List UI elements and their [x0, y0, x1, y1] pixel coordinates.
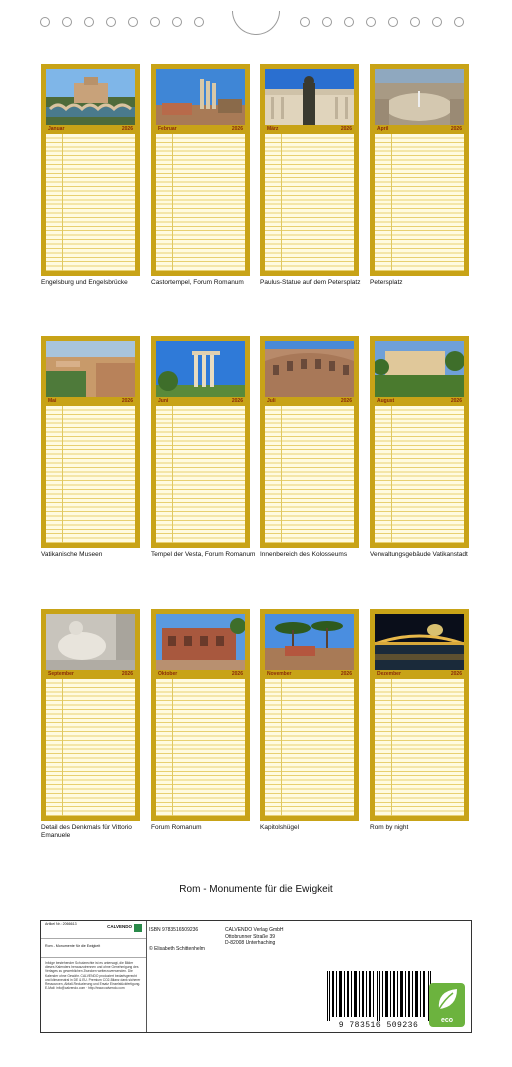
month-header: [375, 397, 464, 406]
month-card-october: [151, 609, 250, 831]
month-header: [156, 397, 245, 406]
month-caption: Forum Romanum: [151, 824, 202, 831]
legal-text: Infolge bestehender Schutzrechte ist es untersagt, die Bilder dieses Kalenders herauszutrennen und ohne Genehmigung des Verlages zu gewerblichen Zwecken weiterzuverwenden. Die Kalender ohne Gewähr. CALVENDO produziert bedarfsgerecht und klimaneutral in DE & EU. Premium CO2-Bilanz dank sicherer Ressourcen, Abfall-Reduzierung und Ersatz Einzelstückfertigung. E-Mail: info@calvendo.com · http://www.calvendo.com: [45, 961, 141, 991]
copyright: © Elisabeth Schittenhelm: [149, 945, 205, 952]
month-caption: Castortempel, Forum Romanum: [151, 279, 244, 286]
month-card-may: [41, 336, 140, 558]
month-card-june: [151, 336, 256, 558]
month-header: [375, 125, 464, 134]
publisher-city: D-82008 Unterhaching: [225, 940, 276, 946]
month-header: [265, 670, 354, 679]
barcode-digits: 9 783516 509236: [338, 1021, 419, 1030]
month-day-grid: [46, 134, 135, 271]
barcode: [321, 971, 436, 1031]
month-name: Juni: [158, 398, 169, 404]
month-card-august: [370, 336, 469, 558]
month-caption: Paulus-Statue auf dem Petersplatz: [260, 279, 361, 286]
month-card-march: [260, 64, 359, 286]
month-header: [265, 125, 354, 134]
month-day-grid: [156, 134, 245, 271]
month-day-grid: [265, 134, 354, 271]
month-photo: [265, 614, 354, 670]
month-year: 2026: [340, 126, 352, 132]
month-header: [265, 397, 354, 406]
month-caption: Vatikanische Museen: [41, 551, 103, 558]
month-photo: [46, 614, 135, 670]
month-name: Oktober: [158, 671, 178, 677]
month-caption: Innenbereich des Kolosseums: [260, 551, 348, 558]
month-year: 2026: [121, 671, 133, 677]
product-title-row: [41, 940, 146, 958]
month-day-grid: [156, 679, 245, 816]
month-header: [46, 125, 135, 134]
month-card-april: [370, 64, 469, 286]
month-day-grid: [46, 406, 135, 543]
month-name: Mai: [48, 398, 57, 404]
month-name: September: [48, 671, 74, 677]
imprint-left-panel: [41, 921, 147, 1032]
month-day-grid: [265, 679, 354, 816]
month-year: 2026: [450, 671, 462, 677]
month-photo: [375, 69, 464, 125]
month-year: 2026: [340, 398, 352, 404]
product-title: Rom - Monumente für die Ewigkeit: [45, 944, 101, 948]
month-day-grid: [375, 406, 464, 543]
article-number-row: [41, 921, 146, 939]
month-year: 2026: [231, 398, 243, 404]
publisher-name: CALVENDO Verlag GmbH: [225, 927, 284, 933]
month-year: 2026: [121, 126, 133, 132]
month-card-july: [260, 336, 359, 558]
month-photo: [265, 69, 354, 125]
month-name: April: [377, 126, 389, 132]
barcode-bars: [327, 971, 431, 1021]
month-name: Februar: [158, 126, 177, 132]
month-photo: [375, 341, 464, 397]
month-day-grid: [156, 406, 245, 543]
month-year: 2026: [450, 398, 462, 404]
month-photo: [156, 614, 245, 670]
month-name: August: [377, 398, 395, 404]
month-caption: Detail des Denkmals für Vittorio Emanuele: [41, 824, 132, 839]
month-photo: [46, 69, 135, 125]
month-name: Juli: [267, 398, 276, 404]
month-year: 2026: [231, 126, 243, 132]
isbn: ISBN 9783516509236: [149, 927, 199, 933]
eco-badge: [429, 983, 465, 1027]
month-caption: Petersplatz: [370, 279, 403, 286]
imprint-details: [149, 927, 319, 952]
month-year: 2026: [231, 671, 243, 677]
eco-label: eco: [440, 1017, 454, 1024]
month-card-december: [370, 609, 469, 831]
month-photo: [156, 69, 245, 125]
month-card-february: [151, 64, 250, 286]
article-number: Artikel Nr.: 2066613: [45, 922, 77, 926]
month-day-grid: [265, 406, 354, 543]
month-header: [46, 670, 135, 679]
month-year: 2026: [450, 126, 462, 132]
month-caption: Tempel der Vesta, Forum Romanum: [151, 551, 256, 558]
month-photo: [375, 614, 464, 670]
month-year: 2026: [340, 671, 352, 677]
month-header: [156, 670, 245, 679]
month-day-grid: [375, 679, 464, 816]
month-day-grid: [46, 679, 135, 816]
month-year: 2026: [121, 398, 133, 404]
month-header: [156, 125, 245, 134]
month-name: März: [267, 126, 279, 132]
month-name: Januar: [48, 126, 65, 132]
publisher-street: Ottobrunner Straße 39: [225, 933, 276, 940]
imprint-isbn-col: [149, 927, 205, 952]
brand-logo-icon: [134, 924, 142, 932]
month-caption: Kapitolshügel: [260, 824, 300, 831]
imprint-top-line: [149, 927, 319, 952]
leaf-icon: [429, 983, 465, 1015]
month-card-november: [260, 609, 359, 831]
publisher-address: [225, 927, 284, 952]
month-name: November: [267, 671, 292, 677]
calendar-title: Rom - Monumente für die Ewigkeit: [179, 884, 333, 895]
brand-logo-text: CALVENDO: [107, 924, 132, 929]
month-card-january: [41, 64, 140, 286]
month-caption: Verwaltungsgebäude Vatikanstadt: [370, 551, 468, 558]
imprint-box: [40, 920, 472, 1033]
month-caption: Rom by night: [370, 824, 409, 831]
month-day-grid: [375, 134, 464, 271]
month-header: [375, 670, 464, 679]
month-name: Dezember: [377, 671, 401, 677]
month-photo: [156, 341, 245, 397]
month-caption: Engelsburg und Engelsbrücke: [41, 279, 128, 286]
month-card-september: [41, 609, 140, 839]
month-header: [46, 397, 135, 406]
month-photo: [265, 341, 354, 397]
month-photo: [46, 341, 135, 397]
